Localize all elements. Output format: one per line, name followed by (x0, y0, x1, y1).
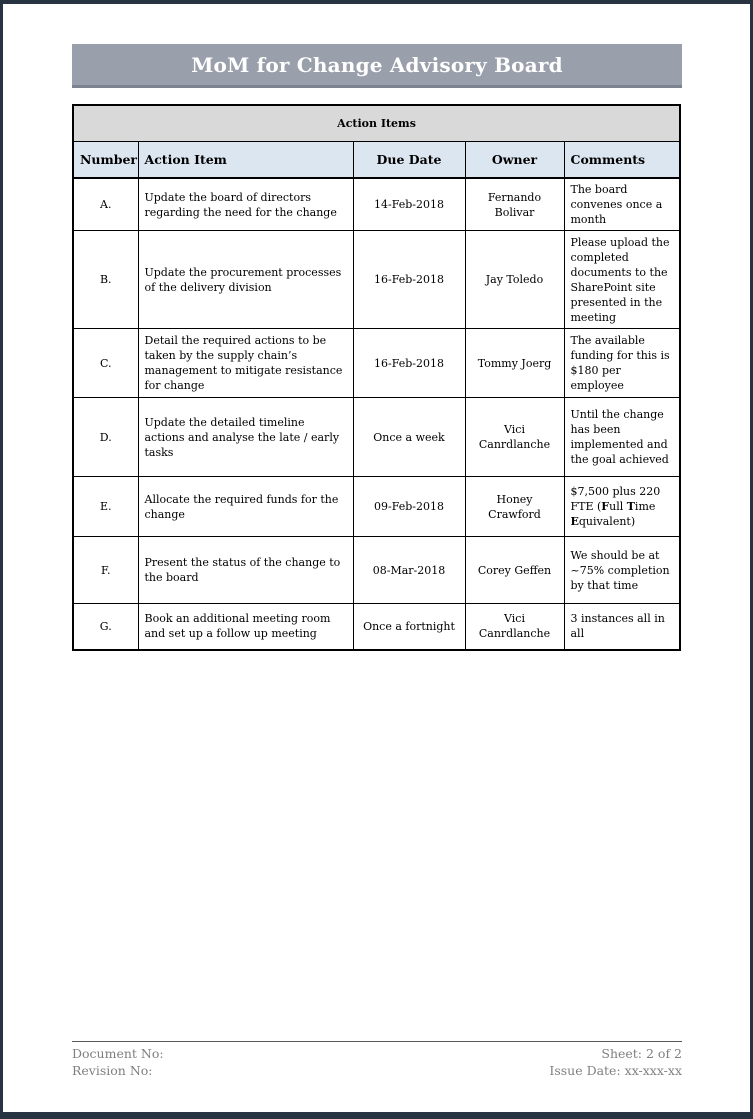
comments-cell: Until the change has been implemented and the goal achieved (564, 398, 680, 477)
row-number-cell: D. (73, 398, 138, 477)
document-no-label: Document No: (72, 1046, 164, 1061)
document-title-banner (72, 44, 682, 88)
column-header-row (73, 141, 680, 178)
owner-cell: Vici Canrdlanche (465, 398, 564, 477)
comments-cell: 3 instances all in all (564, 604, 680, 650)
table-row (73, 537, 680, 604)
revision-no-label: Revision No: (72, 1063, 153, 1078)
col-header-number: Number (73, 141, 138, 178)
comments-cell: The board convenes once a month (564, 178, 680, 231)
owner-cell: Tommy Joerg (465, 329, 564, 398)
action-item-cell: Update the detailed timeline actions and analyse the late / early tasks (138, 398, 353, 477)
row-number-cell: A. (73, 178, 138, 231)
action-item-cell: Update the board of directors regarding the need for the change (138, 178, 353, 231)
col-header-action-item: Action Item (138, 141, 353, 178)
owner-cell: Jay Toledo (465, 231, 564, 329)
due-date-cell: 16-Feb-2018 (353, 329, 465, 398)
due-date-cell: 14-Feb-2018 (353, 178, 465, 231)
table-row (73, 604, 680, 650)
col-header-owner: Owner (465, 141, 564, 178)
row-number-cell: F. (73, 537, 138, 604)
owner-cell: Vici Canrdlanche (465, 604, 564, 650)
row-number-cell: B. (73, 231, 138, 329)
row-number-cell: G. (73, 604, 138, 650)
footer-right-block (549, 1045, 682, 1079)
col-header-comments: Comments (564, 141, 680, 178)
sheet-label: Sheet: 2 of 2 (601, 1046, 682, 1061)
comments-cell: We should be at ~75% completion by that time (564, 537, 680, 604)
table-row (73, 398, 680, 477)
comments-cell: The available funding for this is $180 per employee (564, 329, 680, 398)
owner-cell: Fernando Bolivar (465, 178, 564, 231)
due-date-cell: 09-Feb-2018 (353, 477, 465, 537)
table-title-row (73, 105, 680, 141)
comments-cell: $7,500 plus 220 FTE (Full Time Equivalent) (564, 477, 680, 537)
table-row (73, 178, 680, 231)
table-row (73, 329, 680, 398)
action-item-cell: Present the status of the change to the board (138, 537, 353, 604)
issue-date-label: Issue Date: xx-xxx-xx (549, 1063, 682, 1078)
owner-cell: Corey Geffen (465, 537, 564, 604)
comments-cell: Please upload the completed documents to the SharePoint site presented in the meeting (564, 231, 680, 329)
table-row (73, 231, 680, 329)
col-header-due-date: Due Date (353, 141, 465, 178)
due-date-cell: Once a fortnight (353, 604, 465, 650)
due-date-cell: 16-Feb-2018 (353, 231, 465, 329)
table-row (73, 477, 680, 537)
due-date-cell: 08-Mar-2018 (353, 537, 465, 604)
due-date-cell: Once a week (353, 398, 465, 477)
row-number-cell: E. (73, 477, 138, 537)
action-item-cell: Allocate the required funds for the change (138, 477, 353, 537)
action-item-cell: Detail the required actions to be taken by the supply chain’s management to mitigate resistance for change (138, 329, 353, 398)
document-title: MoM for Change Advisory Board (191, 52, 563, 77)
action-items-table (72, 104, 681, 651)
action-item-cell: Book an additional meeting room and set up a follow up meeting (138, 604, 353, 650)
action-item-cell: Update the procurement processes of the delivery division (138, 231, 353, 329)
row-number-cell: C. (73, 329, 138, 398)
footer-left-block (72, 1045, 164, 1079)
page-footer (72, 1041, 682, 1079)
table-title: Action Items (73, 105, 680, 141)
owner-cell: Honey Crawford (465, 477, 564, 537)
